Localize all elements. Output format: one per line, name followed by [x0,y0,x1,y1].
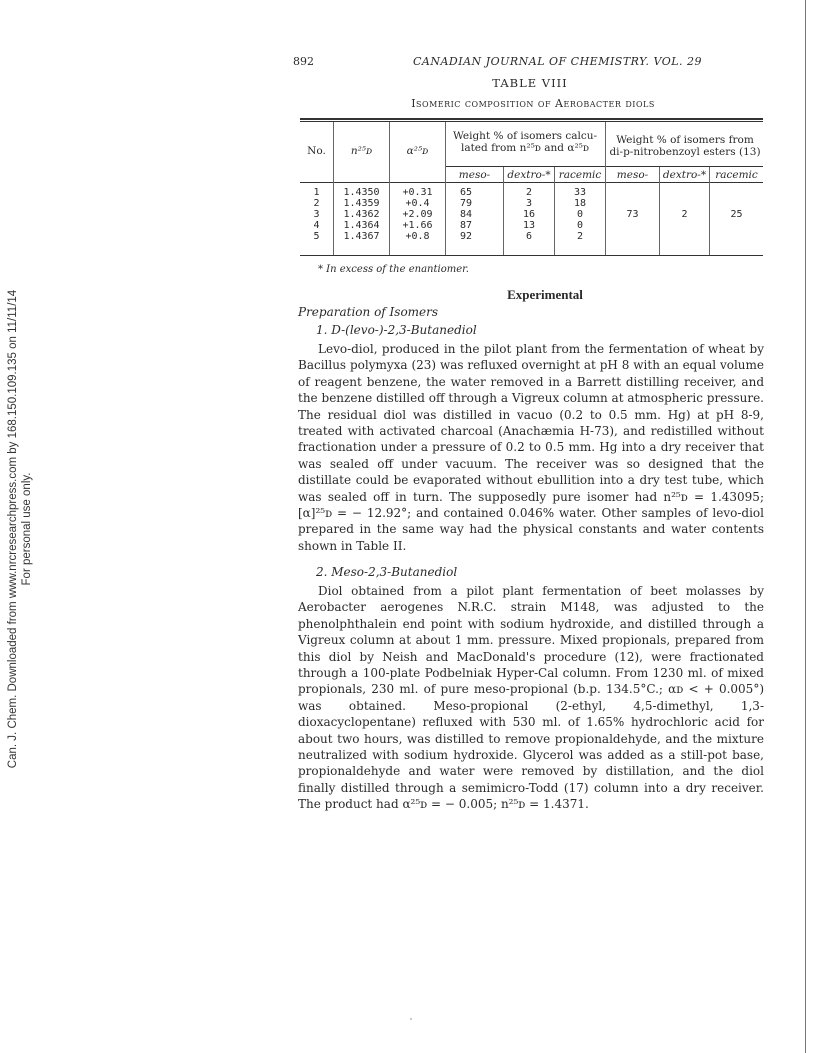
table-footnote: * In excess of the enantiomer. [318,264,469,275]
row-1-no: 1 [313,187,320,198]
paragraph-2-text: Diol obtained from a pilot plant fermentation of beet molasses by Aerobacter aerogenes N.R.C. strain M148, was adjusted to the phenolphthalein end point with sodium hydroxide, and distilled through a Vigreux column at about 1 mm. pressure. Mixed propionals, prepared from this diol by Neish and MacDonald's procedure (12), were fractionated through a 100-plate Podbelniak Hyper-Cal column. From 1230 ml. of mixed propionals, 230 ml. of pure meso-propional (b.p. 134.5°C.; αᴅ < + 0.005°) was obtained. Meso-propional (2-ethyl, 4,5-dimethyl, 1,3-dioxacyclopentane) refluxed with 530 ml. of 1.65% hydrochloric acid for about two hours, was distilled to remove propionaldehyde, and the mixture neutralized with sodium hydroxide. Glycerol was added as a still-pot base, propionaldehyde and water were removed by distillation, and the diol finally distilled through a semimicro-Todd (17) column into a dry receiver. The product had α²⁵ᴅ = − 0.005; n²⁵ᴅ = 1.4371. [298,584,764,812]
sub-dextro-2: dextro-* [662,169,707,181]
row-4-meso: 87 [459,220,473,231]
row-2-meso: 79 [459,198,473,209]
row-3-n: 1.4362 [343,209,380,220]
watermark-line-1: Can. J. Chem. Downloaded from www.nrcresearchpress.com by 168.150.109.135 on 11/11/14 [7,289,19,769]
header-ester-group: Weight % of isomers from di-p-nitrobenzoyl esters (13) [609,134,761,158]
table-bottom-rule [300,255,763,256]
header-rotation: α²⁵ᴅ [406,145,429,157]
row-2-n: 1.4359 [343,198,380,209]
row-3-alpha: +2.09 [402,209,433,220]
row-1-n: 1.4350 [343,187,380,198]
paragraph-1-text: Levo-diol, produced in the pilot plant from the fermentation of wheat by Bacillus polymyxa (23) was refluxed overnight at pH 8 with an equal volume of reagent benzene, the water removed in a Barrett distilling receiver, and the benzene distilled off through a Vigreux column at atmospheric pressure. The residual diol was distilled in vacuo (0.2 to 0.5 mm. Hg) at pH 8-9, treated with activated charcoal (Anachæmia H-73), and redistilled without fractionation under a pressure of 0.2 to 0.5 mm. Hg into a dry receiver that was sealed off under vacuum. The receiver was so designed that the distillate could be evaporated without ebullition into a dry test tube, which was sealed off in turn. The supposedly pure isomer had n²⁵ᴅ = 1.43095; [α]²⁵ᴅ = − 12.92°; and contained 0.046% water. Other samples of levo-diol prepared in the same way had the physical constants and water contents shown in Table II. [298,342,764,553]
row-3-meso: 84 [459,209,473,220]
col-divider-6 [605,122,606,255]
ester-racemic-value: 25 [730,209,743,220]
row-5-alpha: +0.8 [405,231,430,242]
row-3-racemic: 0 [576,209,584,220]
header-bottom-rule [300,182,763,183]
table-top-rule [300,118,763,120]
watermark-line-2: For personal use only. [21,472,33,586]
sub-meso-1: meso- [458,169,491,181]
download-watermark [6,179,34,879]
journal-title: CANADIAN JOURNAL OF CHEMISTRY. VOL. 29 [413,55,703,68]
table-top-rule-2 [300,121,763,122]
table-label: TABLE VIII [492,76,568,90]
header-refractive-index: n²⁵ᴅ [350,145,373,157]
row-5-racemic: 2 [576,231,584,242]
row-2-alpha: +0.4 [405,198,430,209]
row-3-dextro: 16 [522,209,536,220]
row-4-dextro: 13 [522,220,536,231]
row-5-no: 5 [313,231,320,242]
item-1-heading: 1. D-(levo-)-2,3-Butanediol [316,323,477,337]
table-caption: Isomeric composition of Aerobacter diols [411,97,655,110]
header-calculated-group: Weight % of isomers calcu- lated from n²⁵ᴅ and α²⁵ᴅ [452,130,598,154]
header-no: No. [307,145,326,157]
row-3-no: 3 [313,209,320,220]
subheader-rule [445,166,763,167]
sub-racemic-1: racemic [558,169,602,181]
paragraph-meso-diol [298,583,764,813]
row-2-no: 2 [313,198,320,209]
row-1-alpha: +0.31 [402,187,433,198]
row-1-meso: 65 [459,187,473,198]
ester-dextro-value: 2 [681,209,688,220]
section-title: Experimental [507,287,583,302]
isomer-table [300,118,763,258]
sub-racemic-2: racemic [715,169,758,181]
sub-meso-2: meso- [616,169,649,181]
row-5-meso: 92 [459,231,473,242]
subsection-heading: Preparation of Isomers [298,305,439,319]
row-2-racemic: 18 [573,198,587,209]
item-2-heading: 2. Meso-2,3-Butanediol [316,565,458,579]
row-2-dextro: 3 [525,198,533,209]
page-edge-rule [805,0,806,1053]
row-5-dextro: 6 [525,231,533,242]
scan-speck [410,1018,412,1020]
row-1-racemic: 33 [573,187,587,198]
row-4-racemic: 0 [576,220,584,231]
row-1-dextro: 2 [525,187,533,198]
sub-dextro-1: dextro-* [507,169,551,181]
row-4-alpha: +1.66 [402,220,433,231]
row-4-no: 4 [313,220,320,231]
paragraph-levo-diol [298,341,764,554]
row-5-n: 1.4367 [343,231,380,242]
row-4-n: 1.4364 [343,220,380,231]
ester-meso-value: 73 [626,209,639,220]
page-number: 892 [293,55,314,68]
